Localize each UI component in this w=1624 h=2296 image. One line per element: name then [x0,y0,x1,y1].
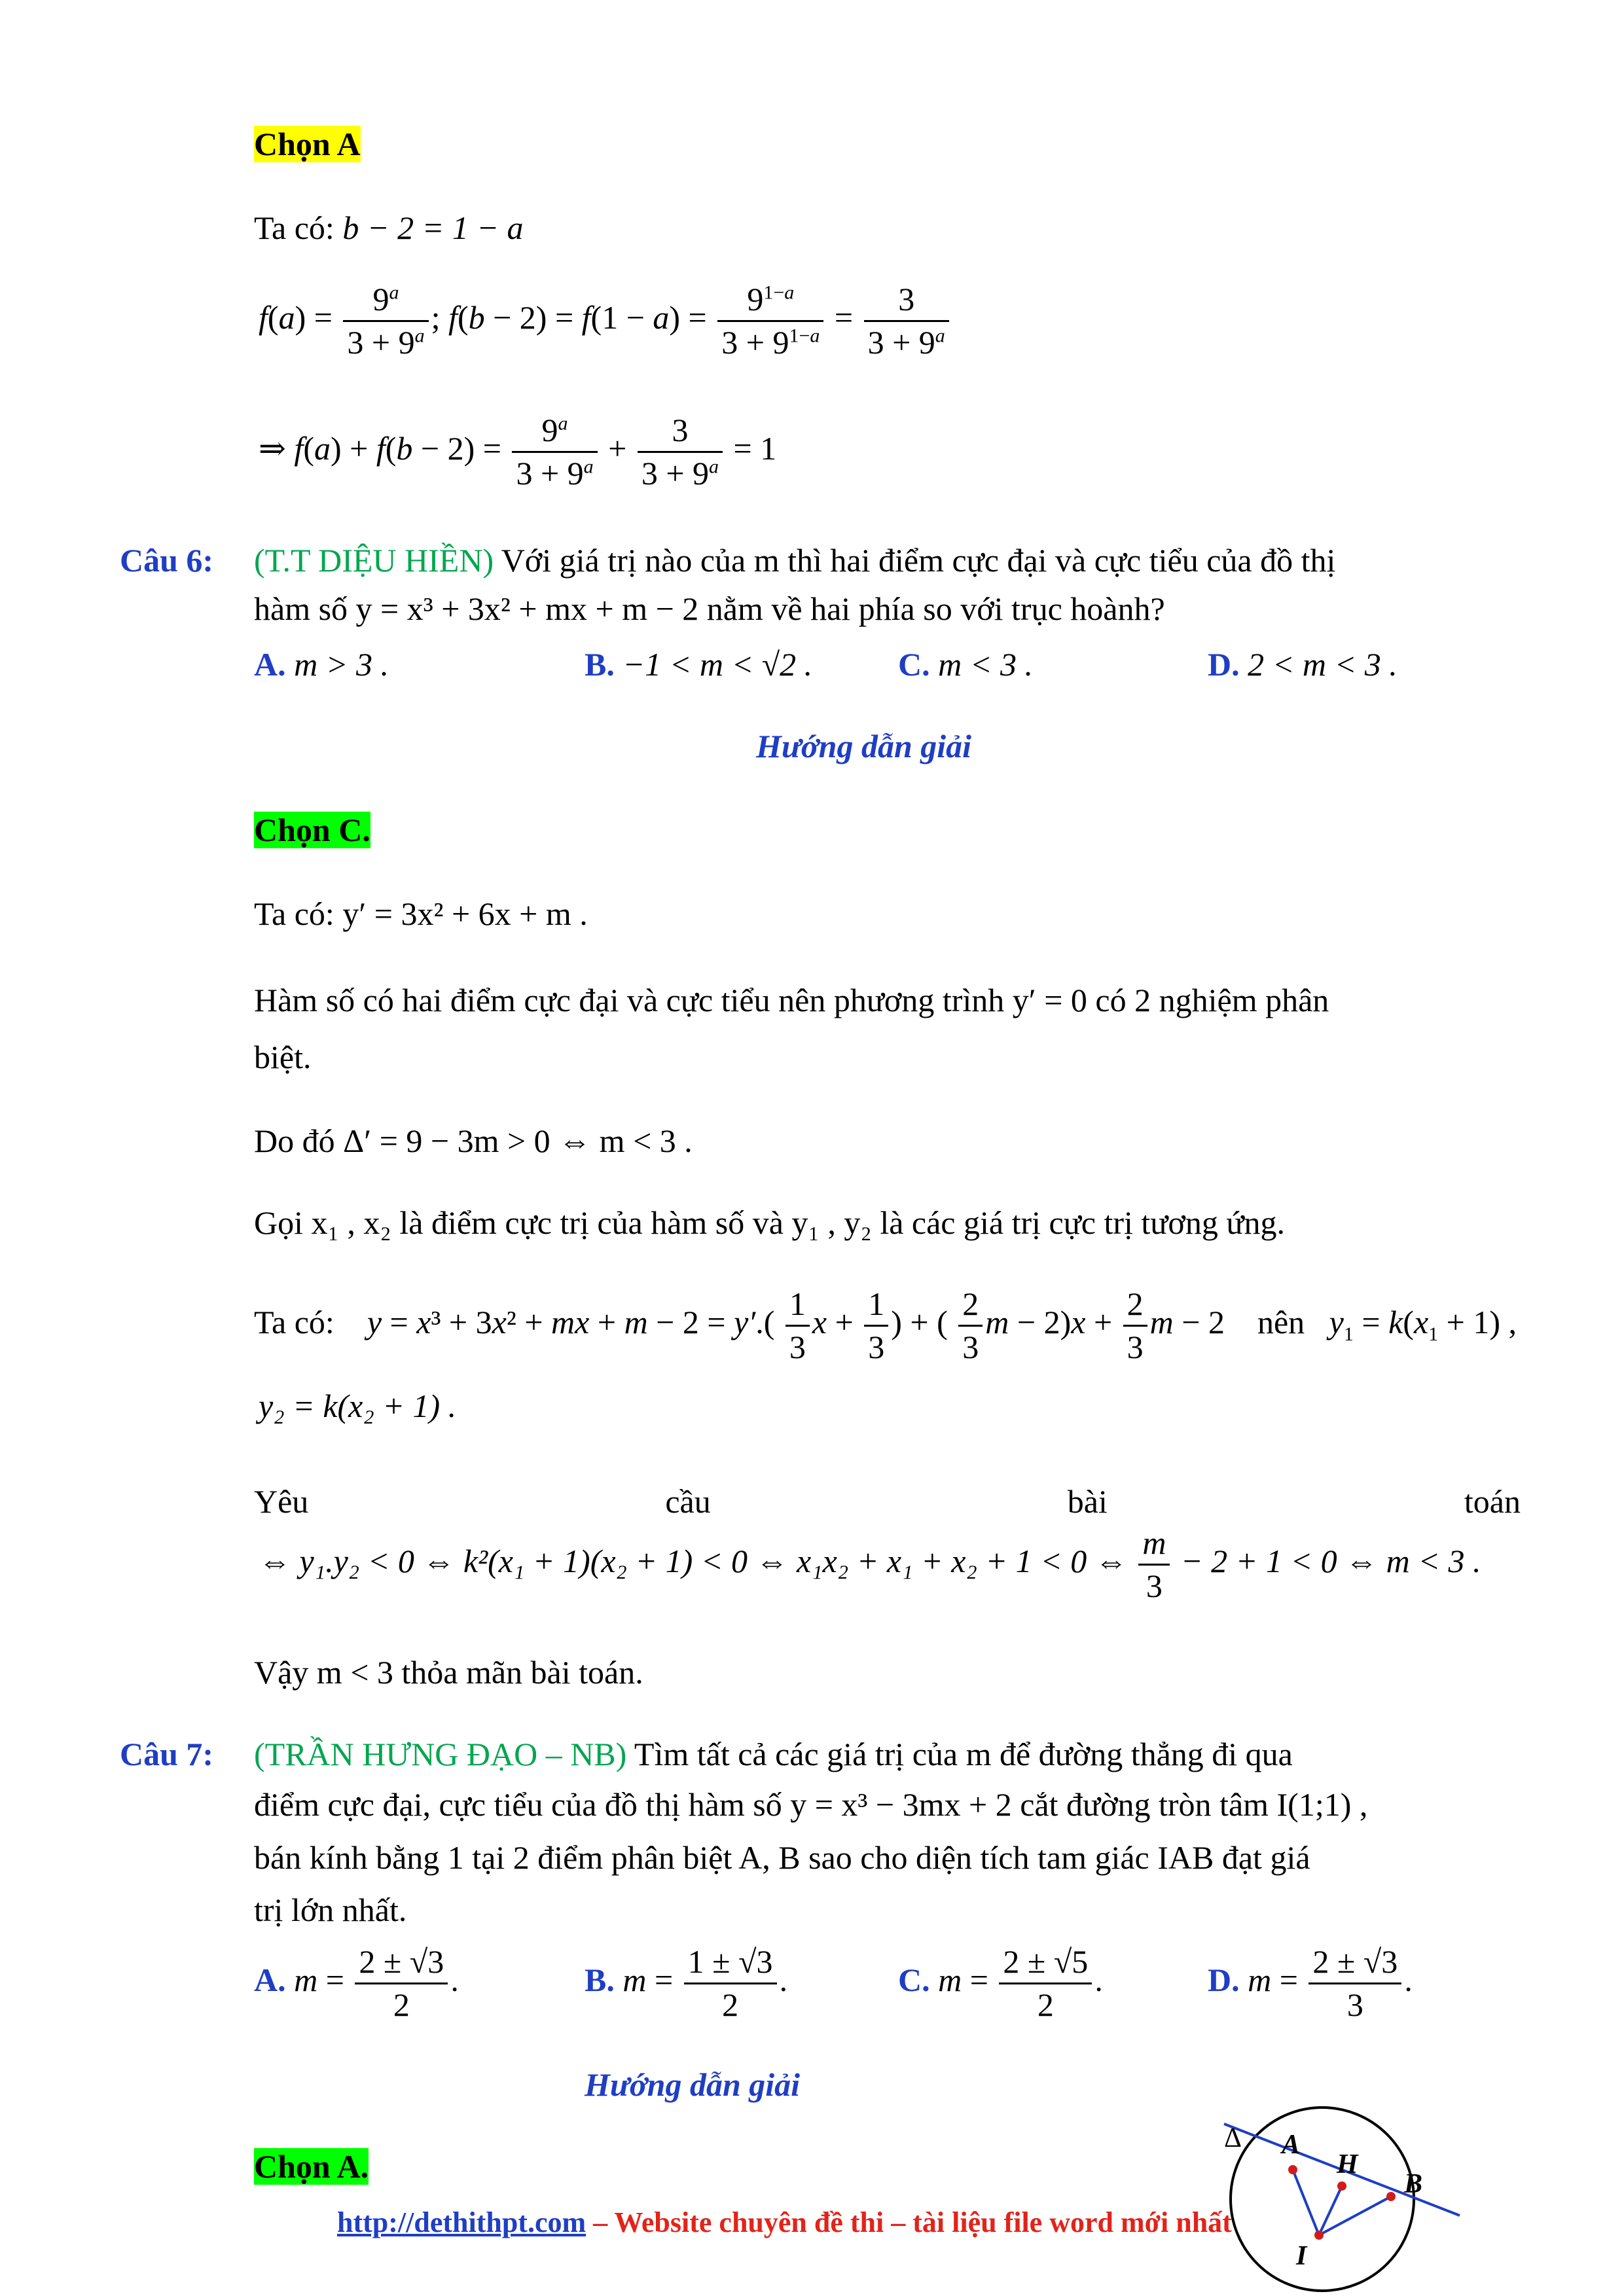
circle-geometry-figure [1198,2068,1473,2296]
point-i [1314,2231,1324,2240]
q7-guide-heading: Hướng dẫn giải [585,2066,801,2103]
q7-option-a[interactable]: A. m = $\frac{2 \pm √3}{2}$ . [254,1943,459,2023]
q6-option-a[interactable]: A. m > 3 . [254,646,389,683]
formula-f-a: f(a) = $\frac{9^a}{3 + 9^a}$ ; f(b − 2) = f(1 − a) = $\frac{9^{1-a}}{3 + 9^{1-a}}$ = $\frac{3}{3 + 9^a}$ [259,281,952,361]
question-7-line2: điểm cực đại, cực tiểu của đồ thị hàm số y = x³ − 3mx + 2 cắt đường tròn tâm I(1;1) , [254,1786,1368,1823]
q7-answer-label: Chọn A. [254,2148,369,2185]
page-footer [337,2206,1232,2239]
footer-text: – Website chuyên đề thi – tài liệu file word mới nhất [586,2206,1232,2238]
label-h: H [1337,2149,1358,2179]
q6-step-8: ⇔ y₁.y₂ < 0 ⇔ k²(x₁ + 1)(x₂ + 1) < 0 ⇔ x₁x₂ + x₁ + x₂ + 1 < 0 ⇔ $\frac{m}{3}$ − 2 + 1 < 0 ⇔ m < 3 . [259,1524,1481,1604]
q6-option-d[interactable]: D. 2 < m < 3 . [1208,646,1398,683]
question-7-number: Câu 7: [120,1736,214,1772]
q6-step-7: Yêu cầu bài toán [254,1483,1521,1520]
answer-label-prev: Chọn A [254,126,361,162]
label-i: I [1296,2241,1307,2271]
question-6-number: Câu 6: [120,542,214,579]
q7-option-c[interactable]: C. m = $\frac{2 \pm √5}{2}$ . [898,1943,1103,2023]
q6-guide-heading: Hướng dẫn giải [756,728,972,764]
question-7-line3: bán kính bằng 1 tại 2 điểm phân biệt A, B sao cho diện tích tam giác IAB đạt giá [254,1839,1310,1876]
q6-step-2b: biệt. [254,1039,312,1075]
formula-sum: ⇒ f(a) + f(b − 2) = $\frac{9^a}{3 + 9^a}$ + $\frac{3}{3 + 9^a}$ = 1 [259,412,777,492]
label-b: B [1404,2169,1423,2199]
question-7-line4: trị lớn nhất. [254,1892,407,1928]
q6-answer-label: Chọn C. [254,812,370,848]
step-ta-co: Ta có: b − 2 = 1 − a [254,209,524,246]
point-h [1337,2181,1346,2191]
q6-option-b[interactable]: B. −1 < m < √2 . [585,646,813,683]
segment-ib [1319,2197,1391,2235]
point-a [1288,2165,1297,2174]
q6-option-c[interactable]: C. m < 3 . [898,646,1033,683]
segment-ia [1293,2170,1319,2235]
q6-step-6: y₂ = k(x₂ + 1) . [259,1388,457,1424]
q7-option-b[interactable]: B. m = $\frac{1 \pm √3}{2}$ . [585,1943,788,2023]
q7-option-d[interactable]: D. m = $\frac{2 \pm √3}{3}$ . [1208,1943,1413,2023]
question-7-line1: (TRẦN HƯNG ĐẠO – NB) Tìm tất cả các giá trị của m để đường thẳng đi qua [254,1736,1293,1772]
question-6-line2: hàm số y = x³ + 3x² + mx + m − 2 nằm về hai phía so với trục hoành? [254,590,1165,627]
label-delta: Δ [1224,2123,1242,2153]
q6-step-derivative: Ta có: y′ = 3x² + 6x + m . [254,895,588,932]
q6-step-2a: Hàm số có hai điểm cực đại và cực tiểu nên phương trình y′ = 0 có 2 nghiệm phân [254,982,1329,1018]
label-a: A [1282,2130,1301,2160]
point-b [1386,2192,1396,2201]
q6-conclusion: Vậy m < 3 thỏa mãn bài toán. [254,1654,643,1691]
question-6-line1: (T.T DIỆU HIỀN) Với giá trị nào của m thì hai điểm cực đại và cực tiểu của đồ thị [254,542,1336,579]
footer-link[interactable]: http://dethithpt.com [337,2206,586,2238]
q6-step-4: Gọi x₁ , x₂ là điểm cực trị của hàm số và y₁ , y₂ là các giá trị cực trị tương ứng. [254,1204,1285,1241]
q6-step-3: Do đó Δ′ = 9 − 3m > 0 ⇔ m < 3 . [254,1122,693,1159]
q6-step-5: Ta có: y = x³ + 3x² + mx + m − 2 = y′.( $\frac{1}{3}$ x + $\frac{1}{3}$ ) + ( $\frac{2}{3}$ m − 2)x + $\frac{2}{3}$ m − 2 nên $y_1 = k(x_1 + 1)$ , [254,1285,1517,1365]
